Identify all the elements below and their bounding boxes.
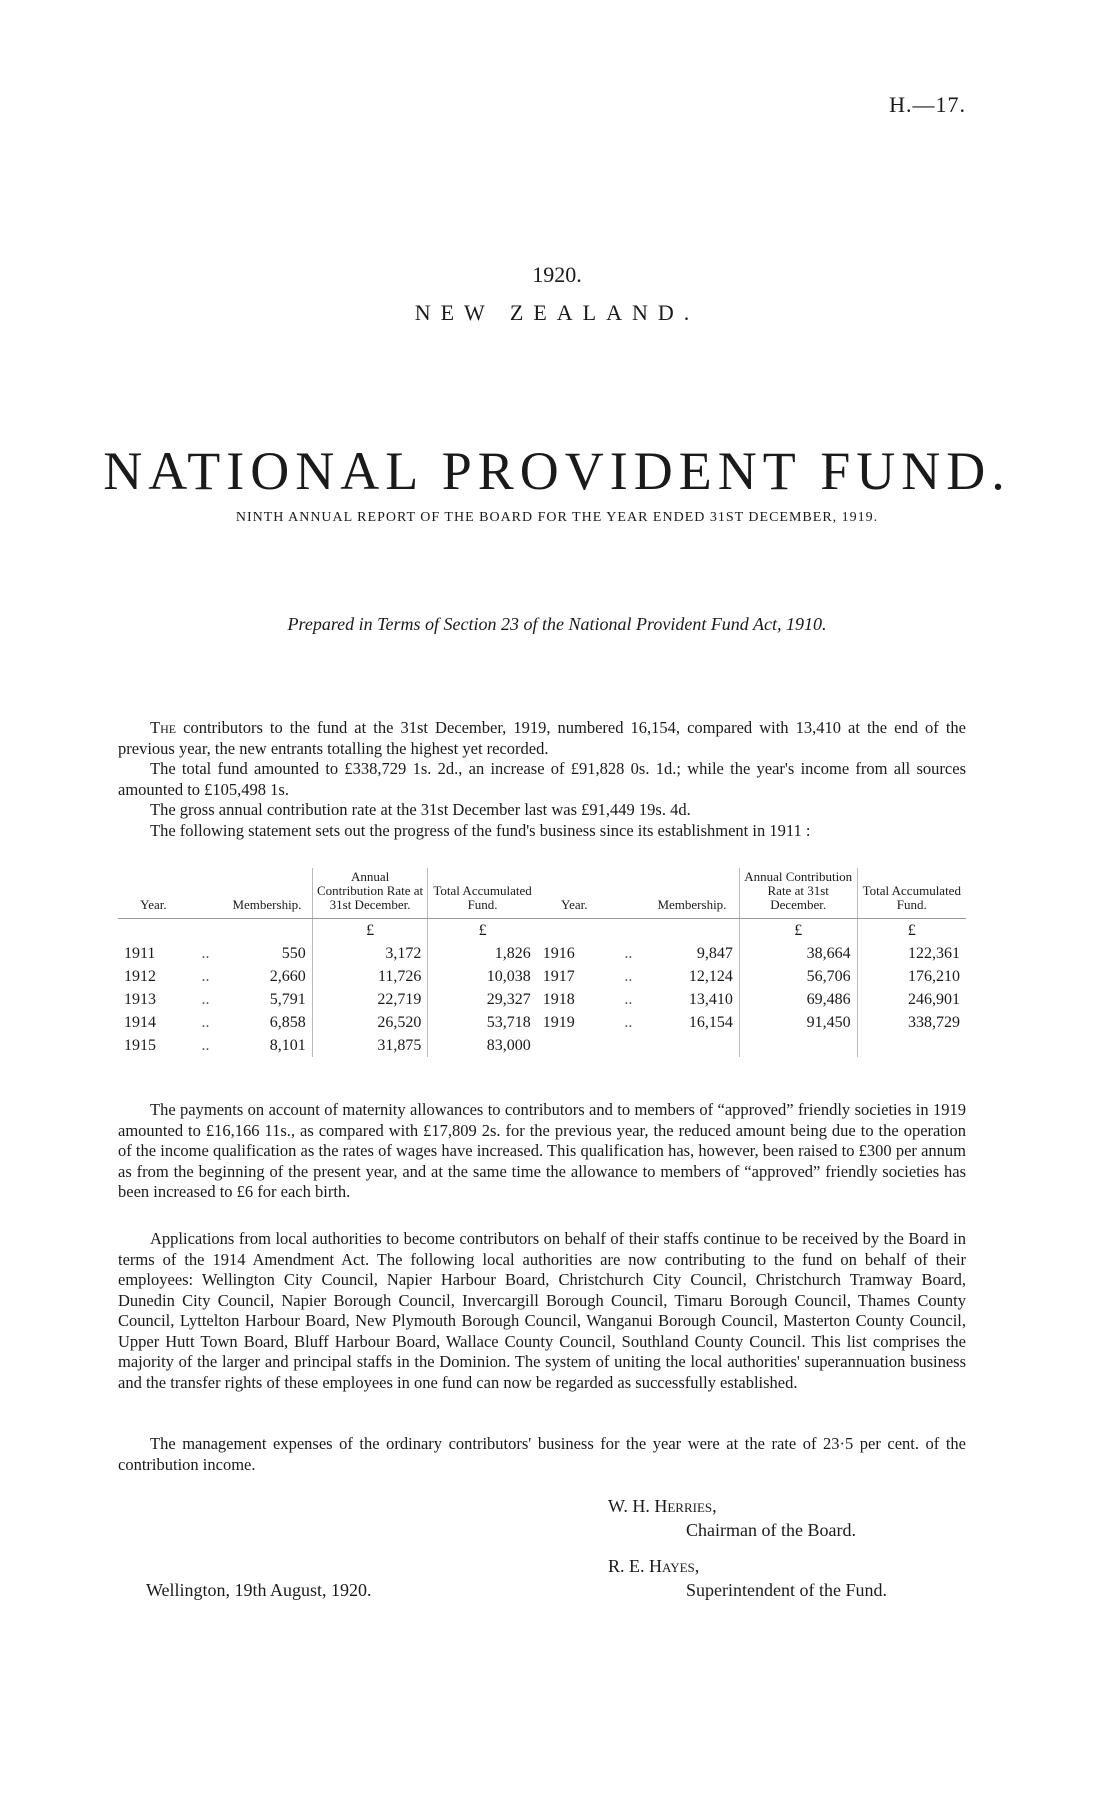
table-header-row bbox=[118, 868, 966, 919]
rate-cell: 69,486 bbox=[739, 988, 857, 1011]
fund-cell: 122,361 bbox=[857, 942, 966, 965]
document-subtitle: NINTH ANNUAL REPORT OF THE BOARD FOR THE YEAR ENDED 31ST DECEMBER, 1919. bbox=[235, 510, 879, 525]
unit-symbol: £ bbox=[428, 919, 537, 943]
year-cell: 1919 bbox=[542, 1014, 575, 1031]
rate-cell: 26,520 bbox=[312, 1011, 428, 1034]
table-row bbox=[118, 1011, 966, 1034]
rate-cell: 3,172 bbox=[312, 942, 428, 965]
paragraph-rest: contributors to the fund at the 31st December, 1919, numbered 16,154, compared with 13,410 at the end of the previous year, the new entrants totalling the highest yet recorded. bbox=[118, 718, 966, 758]
header-fund-2: Total Accumulated Fund. bbox=[857, 868, 966, 919]
prepared-note: Prepared in Terms of Section 23 of the National Provident Fund Act, 1910. bbox=[287, 614, 827, 634]
signatory-role-2: Superintendent of the Fund. bbox=[686, 1580, 887, 1600]
header-fund: Total Accumulated Fund. bbox=[428, 868, 537, 919]
membership-cell: 6,858 bbox=[269, 1014, 306, 1031]
signatory-role-1: Chairman of the Board. bbox=[686, 1520, 856, 1540]
fund-cell: 176,210 bbox=[857, 965, 966, 988]
progress-table bbox=[118, 868, 966, 1057]
year-cell: 1914 bbox=[124, 1014, 156, 1031]
header-annual-rate: Annual Contribution Rate at 31st December. bbox=[312, 868, 428, 919]
leader-dots: .. bbox=[201, 945, 210, 962]
unit-symbol: £ bbox=[312, 919, 428, 943]
header-membership-2: Membership. bbox=[645, 868, 739, 919]
fund-cell: 53,718 bbox=[428, 1011, 537, 1034]
year-cell: 1913 bbox=[124, 991, 156, 1008]
year-cell: 1917 bbox=[542, 968, 575, 985]
leader-dots: .. bbox=[624, 945, 633, 962]
year-cell: 1915 bbox=[124, 1037, 156, 1054]
rate-cell: 91,450 bbox=[739, 1011, 857, 1034]
rate-cell: 56,706 bbox=[739, 965, 857, 988]
leader-dots: .. bbox=[624, 1014, 633, 1031]
signatory-name-2: R. E. Hayes, bbox=[608, 1556, 700, 1576]
membership-cell: 12,124 bbox=[688, 968, 733, 985]
rate-cell: 38,664 bbox=[739, 942, 857, 965]
paragraph-statement-intro: The following statement sets out the progress of the fund's business since its establishment in 1911 : bbox=[150, 821, 811, 840]
leader-dots: .. bbox=[201, 1037, 210, 1054]
unit-symbol: £ bbox=[857, 919, 966, 943]
document-reference: H.—17. bbox=[889, 92, 966, 117]
table-unit-row bbox=[118, 919, 966, 943]
table-row bbox=[118, 988, 966, 1011]
rate-cell: 31,875 bbox=[312, 1034, 428, 1057]
year-cell: 1916 bbox=[542, 945, 575, 962]
leader-dots: .. bbox=[201, 968, 210, 985]
rate-cell: 22,719 bbox=[312, 988, 428, 1011]
header-year: Year. bbox=[118, 868, 189, 919]
paragraph-total-fund: The total fund amounted to £338,729 1s. 2d., an increase of £91,828 0s. 1d.; while the year's income from all sources amounted to £105,498 1s. bbox=[118, 759, 966, 799]
fund-cell: 83,000 bbox=[428, 1034, 537, 1057]
leader-dots: .. bbox=[624, 968, 633, 985]
paragraph-maternity: The payments on account of maternity allowances to contributors and to members of “approved” friendly societies in 1919 amounted to £16,166 11s., as compared with £17,809 2s. for the previous year, the reduced amount being due to the operation of the income qualification as the rates of wages have increased. This qualification has, however, been raised to £300 per annum as from the beginning of the present year, and at the same time the allowance to members of “approved” friendly societies has been increased to £6 for each birth. bbox=[118, 1100, 966, 1201]
place-and-date: Wellington, 19th August, 1920. bbox=[146, 1580, 372, 1600]
paragraph-local-authorities: Applications from local authorities to become contributors on behalf of their staffs continue to be received by the Board in terms of the 1914 Amendment Act. The following local authorities are now contributing to the fund on behalf of their employees: Wellington City Council, Napier Harbour Board, Christchurch City Council, Christchurch Tramway Board, Dunedin City Council, Napier Borough Council, Invercargill Borough Council, Timaru Borough Council, Thames County Council, Lyttelton Harbour Board, New Plymouth Borough Council, Wanganui Borough Council, Masterton County Council, Upper Hutt Town Board, Bluff Harbour Board, Wallace County Council, Southland County Council. This list comprises the majority of the larger and principal staffs in the Dominion. The system of uniting the local authorities' superannuation business and the transfer rights of these employees in one fund can now be regarded as successfully established. bbox=[118, 1229, 966, 1392]
paragraph-lead: The bbox=[150, 718, 177, 737]
table-row bbox=[118, 942, 966, 965]
fund-cell: 1,826 bbox=[428, 942, 537, 965]
membership-cell: 8,101 bbox=[269, 1037, 306, 1054]
table-row bbox=[118, 1034, 966, 1057]
membership-cell: 13,410 bbox=[688, 991, 733, 1008]
membership-cell: 2,660 bbox=[269, 968, 306, 985]
header-membership: Membership. bbox=[222, 868, 312, 919]
leader-dots: .. bbox=[201, 991, 210, 1008]
paragraph-contributors bbox=[118, 718, 966, 759]
paragraph-management-expenses: The management expenses of the ordinary contributors' business for the year were at the rate of 23·5 per cent. of the contribution income. bbox=[118, 1434, 966, 1474]
signatory-name-1: W. H. Herries, bbox=[608, 1496, 717, 1516]
paragraph-contribution-rate: The gross annual contribution rate at the 31st December last was £91,449 19s. 4d. bbox=[150, 800, 691, 819]
fund-cell: 29,327 bbox=[428, 988, 537, 1011]
membership-cell: 16,154 bbox=[688, 1014, 733, 1031]
header-annual-rate-2: Annual Contribution Rate at 31st December. bbox=[739, 868, 857, 919]
fund-cell: 246,901 bbox=[857, 988, 966, 1011]
rate-cell: 11,726 bbox=[312, 965, 428, 988]
header-year-2: Year. bbox=[537, 868, 612, 919]
membership-cell: 9,847 bbox=[696, 945, 733, 962]
table-row bbox=[118, 965, 966, 988]
leader-dots: .. bbox=[624, 991, 633, 1008]
membership-cell: 5,791 bbox=[269, 991, 306, 1008]
unit-symbol: £ bbox=[739, 919, 857, 943]
year-cell: 1918 bbox=[542, 991, 575, 1008]
fund-cell: 10,038 bbox=[428, 965, 537, 988]
leader-dots: .. bbox=[201, 1014, 210, 1031]
year-cell: 1912 bbox=[124, 968, 156, 985]
country-heading: NEW ZEALAND. bbox=[414, 300, 700, 325]
fund-cell: 338,729 bbox=[857, 1011, 966, 1034]
membership-cell: 550 bbox=[281, 945, 306, 962]
document-year: 1920. bbox=[532, 262, 582, 287]
document-title: NATIONAL PROVIDENT FUND. bbox=[103, 441, 1011, 501]
year-cell: 1911 bbox=[124, 945, 156, 962]
